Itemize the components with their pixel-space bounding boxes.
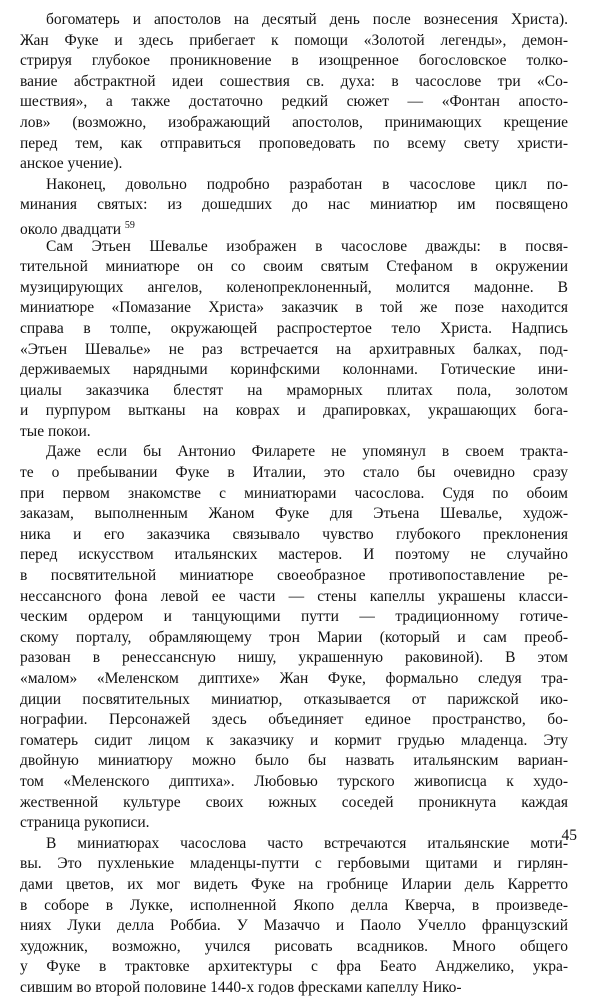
- text-line-content: художник, возможно, учился рисовать всадников. Много общего: [20, 937, 568, 955]
- text-line-content: Жан Фуке и здесь прибегает к помощи «Золотой легенды», демон-: [20, 31, 568, 49]
- text-line-content: диции посвятительных миниатюр, отказывается от парижской ико-: [20, 690, 568, 708]
- text-line-content: лов» (возможно, изображающий апостолов, принимающих крещение: [20, 113, 568, 131]
- paragraph: [20, 175, 568, 237]
- text-line-content: Сам Этьен Шевалье изображен в часослове дважды: в посвя-: [46, 237, 568, 255]
- text-line-content: ческим ордером и танцующими путти — традиционному готиче-: [20, 608, 568, 626]
- text-line-content: у Фуке в трактовке архитектуры с фра Беато Анджелико, укра-: [20, 958, 568, 976]
- text-line: [20, 10, 568, 31]
- text-line-content: вание абстрактной идеи сошествия св. духа: в часослове три «Со-: [20, 72, 568, 90]
- text-line-content: вы. Это пухленькие младенцы-путти с гербовыми щитами и гирлян-: [20, 855, 568, 873]
- text-line: [20, 504, 568, 525]
- text-line-content: справа в толпе, окружающей распростертое тело Христа. Надпись: [20, 319, 568, 337]
- text-line-content: стрируя глубокое проникновение в изощренное богословское толко-: [20, 52, 568, 70]
- text-line-content: «Этьен Шевалье» не раз встречается на архитравных балках, под-: [20, 340, 568, 358]
- text-line-content: гоматерь сидит лицом к заказчику и кормит грудью младенца. Эту: [20, 731, 568, 749]
- text-line: [20, 607, 568, 628]
- text-line-content: Наконец, довольно подробно разработан в часослове цикл по-: [46, 175, 568, 193]
- text-line: [20, 319, 568, 340]
- text-line-content: том «Меленского диптиха». Любовью турского живописца к худо-: [20, 772, 568, 790]
- text-line-content: циалы заказчика блестят на мраморных плитах пола, золотом: [20, 381, 568, 399]
- text-line: [20, 92, 568, 113]
- text-line-content: минания святых: из дошедших до нас миниатюр им посвящено: [20, 196, 568, 214]
- text-line-content: «малом» «Меленском диптихе» Жан Фуке, формально следуя тра-: [20, 670, 568, 687]
- text-line-content: анское учение).: [20, 155, 123, 173]
- text-line-content: миниатюре «Помазание Христа» заказчик в той же позе находится: [20, 299, 568, 317]
- text-line: [20, 51, 568, 72]
- paragraph: [20, 442, 568, 833]
- text-line: [20, 710, 568, 731]
- text-line-content: дами цветов, их мог видеть Фуке на гробнице Иларии дель Карретто: [20, 875, 568, 893]
- footnote-reference[interactable]: 59: [124, 219, 135, 231]
- page-number: 45: [561, 827, 577, 844]
- text-line: [20, 484, 568, 505]
- text-line: [20, 628, 568, 649]
- text-line-content: музицирующих ангелов, коленопреклоненный, молится мадонне. В: [20, 278, 568, 296]
- text-line-content: нессансного фона левой ее части — стены капеллы украшены класси-: [20, 587, 568, 605]
- text-line: [20, 257, 568, 278]
- text-line: [20, 690, 568, 711]
- text-line: [20, 648, 568, 669]
- text-line: [20, 978, 568, 999]
- text-line-content: держиваемых нарядными коринфскими колоннами. Готические ини-: [20, 361, 568, 379]
- text-line-content: ника и его заказчика связывало чувство глубокого преклонения: [20, 525, 568, 543]
- text-line: [20, 834, 568, 855]
- text-line: [20, 793, 568, 814]
- text-line-content: шествия», а также достаточно редкий сюжет — «Фонтан апосто-: [20, 93, 568, 111]
- text-line-content: нографии. Персонажей здесь объединяет единое пространство, бо-: [20, 711, 568, 729]
- text-line: [20, 360, 568, 381]
- text-line-content: и пурпуром вытканы на коврах и драпировках, украшающих бога-: [20, 402, 568, 420]
- text-line: [20, 545, 568, 566]
- text-line: [20, 854, 568, 875]
- text-line: [20, 381, 568, 402]
- text-line: [20, 216, 568, 237]
- text-line: [20, 957, 568, 978]
- text-line-content: жественной культуре своих южных соседей проникнута каждая: [20, 793, 568, 811]
- text-line: [20, 72, 568, 93]
- text-line: [20, 587, 568, 608]
- text-line-content: тительной миниатюре он со своим святым Стефаном в окружении: [20, 258, 568, 276]
- text-line: [20, 875, 568, 896]
- text-line-content: ниях Луки делла Роббиа. У Мазаччо и Паоло Учелло французский: [20, 917, 568, 935]
- text-line: [20, 731, 568, 752]
- text-line-content: в соборе в Лукке, исполненной Якопо делла Кверча, в произведе-: [20, 896, 568, 914]
- text-line: [20, 401, 568, 422]
- text-line-content: те о пребывании Фуке в Италии, это стало бы очевидно сразу: [20, 464, 568, 482]
- text-line-content: около двадцати: [20, 220, 122, 238]
- text-line: [20, 937, 568, 958]
- text-line: [20, 813, 568, 834]
- text-line-content: Даже если бы Антонио Филарете не упомянул в своем тракта-: [46, 443, 568, 461]
- text-line: [20, 525, 568, 546]
- text-line-content: разован в ренессансную нишу, украшенную раковиной). В этом: [20, 649, 568, 667]
- paragraph: [20, 834, 568, 999]
- text-line-content: перед тем, как отправиться проповедовать по всему свету христи-: [20, 134, 568, 152]
- text-line-content: при первом знакомстве с миниатюрами часослова. Судя по обоим: [20, 484, 568, 502]
- text-line: [20, 422, 568, 443]
- paragraph: [20, 10, 568, 175]
- text-line: [20, 772, 568, 793]
- text-line-content: страница рукописи.: [20, 814, 150, 832]
- text-line: [20, 175, 568, 196]
- text-line: [20, 195, 568, 216]
- text-line-content: тые покои.: [20, 422, 91, 440]
- text-line: [20, 134, 568, 155]
- text-line: [20, 340, 568, 361]
- text-line-content: сившим во второй половине 1440-х годов фресками капеллу Нико-: [20, 978, 462, 996]
- text-line: [20, 113, 568, 134]
- text-line-content: в посвятительной миниатюре своеобразное противопоставление ре-: [20, 567, 568, 585]
- text-line: [20, 278, 568, 299]
- text-line: [20, 566, 568, 587]
- text-line: [20, 463, 568, 484]
- text-line-content: перед искусством итальянских мастеров. И поэтому не случайно: [20, 546, 568, 564]
- text-line-content: заказам, выполненным Жаном Фуке для Этьена Шевалье, худож-: [20, 505, 568, 523]
- text-line: [20, 31, 568, 52]
- text-line: [20, 669, 568, 690]
- text-line: [20, 154, 568, 175]
- text-line-content: В миниатюрах часослова часто встречаются итальянские моти-: [46, 834, 568, 852]
- text-line: [20, 442, 568, 463]
- text-line-content: скому порталу, обрамляющему трон Марии (который и сам преоб-: [20, 628, 568, 646]
- text-line-content: богоматерь и апостолов на десятый день после вознесения Христа).: [46, 11, 568, 28]
- text-line: [20, 237, 568, 258]
- paragraph: [20, 237, 568, 443]
- text-line: [20, 896, 568, 917]
- text-line: [20, 298, 568, 319]
- text-line: [20, 751, 568, 772]
- body-text: [20, 10, 568, 999]
- text-line-content: двойную миниатюру можно было бы назвать итальянским вариан-: [20, 752, 568, 770]
- text-line: [20, 916, 568, 937]
